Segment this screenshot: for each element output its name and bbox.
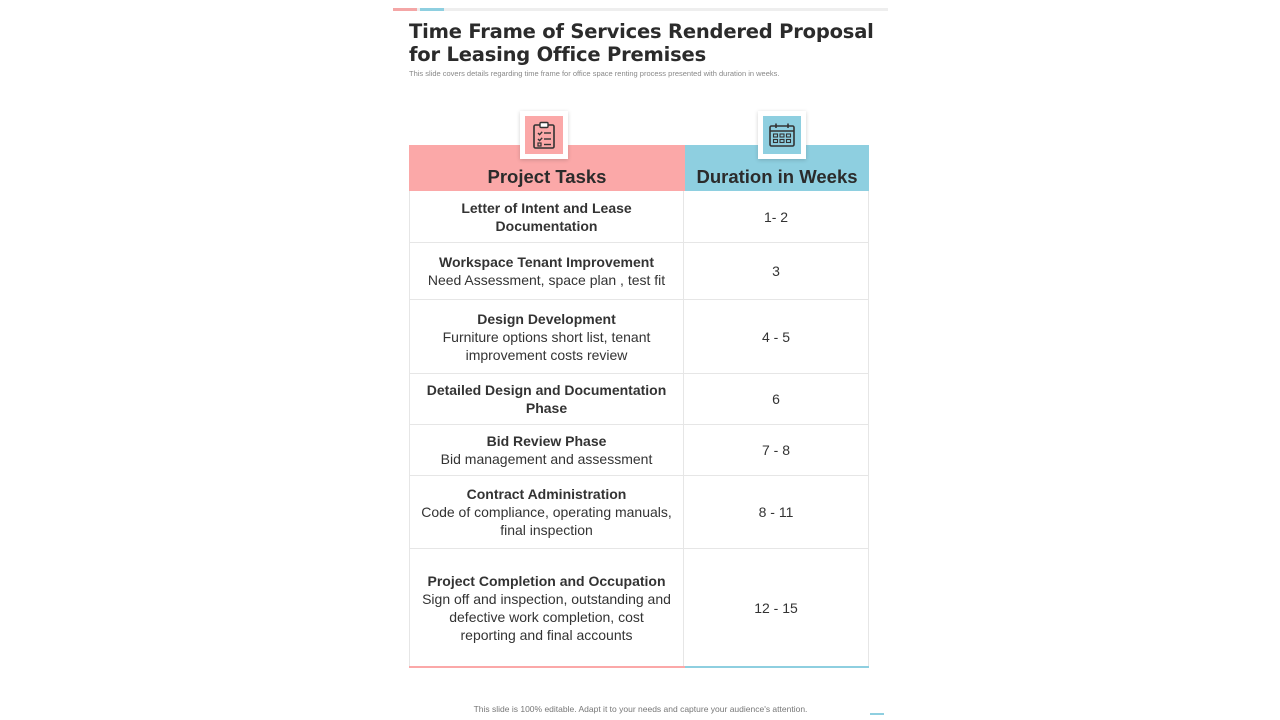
page-title: Time Frame of Services Rendered Proposal for Leasing Office Premises <box>409 20 874 66</box>
header-project-tasks: Project Tasks <box>487 166 607 187</box>
duration-cell: 7 - 8 <box>761 442 790 458</box>
calendar-icon <box>768 122 796 148</box>
duration-cell: 4 - 5 <box>761 328 790 345</box>
duration-cell: 8 - 11 <box>758 504 794 520</box>
task-description: Bid management and assessment <box>440 451 653 467</box>
table-body <box>409 191 869 666</box>
task-title: Letter of Intent and Lease Documentation <box>461 199 632 234</box>
task-cell <box>410 425 684 475</box>
task-title: Project Completion and Occupation <box>427 572 666 589</box>
task-cell <box>410 549 684 666</box>
table-row <box>410 476 868 549</box>
tasks-icon-box <box>520 111 568 159</box>
bottom-accent-pink <box>409 666 685 668</box>
task-cell <box>410 300 684 373</box>
task-title: Bid Review Phase <box>486 433 607 449</box>
corner-accent <box>870 713 884 715</box>
table-row <box>410 549 868 666</box>
timeframe-table <box>409 145 869 668</box>
task-title: Design Development <box>477 310 616 327</box>
accent-pink-bar <box>393 8 417 11</box>
task-cell <box>410 191 684 242</box>
duration-cell: 12 - 15 <box>754 599 798 616</box>
task-cell <box>410 243 684 299</box>
page-subtitle: This slide covers details regarding time frame for office space renting process presented with duration in weeks. <box>409 69 780 78</box>
bottom-accent-blue <box>685 666 869 668</box>
table-bottom-accent <box>409 666 869 668</box>
header-duration-in-weeks: Duration in Weeks <box>696 166 858 187</box>
task-cell <box>410 374 684 424</box>
table-row <box>410 191 868 243</box>
task-title: Workspace Tenant Improvement <box>439 254 654 270</box>
duration-cell: 6 <box>772 391 780 407</box>
task-description: Need Assessment, space plan , test fit <box>427 272 666 288</box>
clipboard-checklist-icon <box>531 121 557 149</box>
duration-cell: 1- 2 <box>763 208 789 225</box>
task-title: Contract Administration <box>466 486 627 502</box>
table-row <box>410 300 868 374</box>
accent-blue-bar <box>420 8 444 11</box>
header-tasks-cell <box>409 145 685 191</box>
table-row <box>410 374 868 425</box>
task-cell <box>410 476 684 548</box>
duration-cell: 3 <box>772 263 780 279</box>
table-header <box>409 145 869 191</box>
footer-note: This slide is 100% editable. Adapt it to your needs and capture your audience's attention. <box>473 704 808 714</box>
header-duration-cell <box>685 145 869 191</box>
top-accent-strip <box>393 8 888 11</box>
task-description: Code of compliance, operating manuals, final inspection <box>421 504 672 538</box>
table-row <box>410 243 868 300</box>
table-row <box>410 425 868 476</box>
task-title: Detailed Design and Documentation Phase <box>426 382 667 416</box>
duration-icon-box <box>758 111 806 159</box>
task-description: Sign off and inspection, outstanding and defective work completion, cost reporting and final accounts <box>422 590 671 643</box>
task-description: Furniture options short list, tenant improvement costs review <box>442 328 651 363</box>
